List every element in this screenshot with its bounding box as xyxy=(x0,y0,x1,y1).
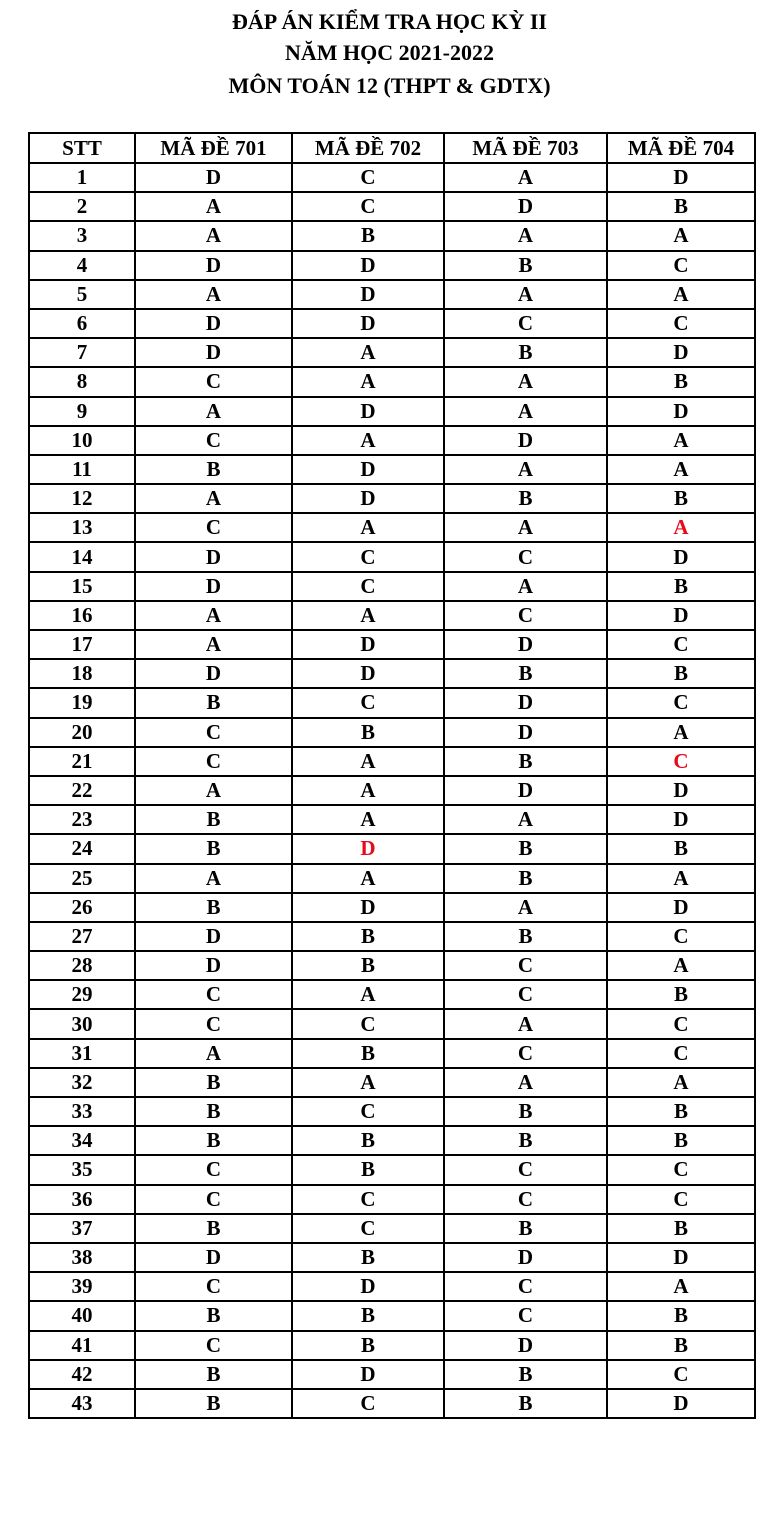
question-number: 12 xyxy=(29,484,135,513)
answer-703: B xyxy=(444,1126,607,1155)
answer-701: B xyxy=(135,1389,292,1418)
answer-702: D xyxy=(292,834,444,863)
answer-704: C xyxy=(607,1360,755,1389)
header-code-702: MÃ ĐỀ 702 xyxy=(292,133,444,163)
answer-703: B xyxy=(444,1097,607,1126)
answer-702: A xyxy=(292,338,444,367)
answer-701: D xyxy=(135,542,292,571)
question-number: 42 xyxy=(29,1360,135,1389)
answer-704: B xyxy=(607,192,755,221)
answer-703: A xyxy=(444,221,607,250)
table-row xyxy=(29,893,755,922)
answer-701: B xyxy=(135,1214,292,1243)
answer-703: C xyxy=(444,951,607,980)
answer-703: C xyxy=(444,1272,607,1301)
answer-703: C xyxy=(444,1039,607,1068)
question-number: 8 xyxy=(29,367,135,396)
answer-704: D xyxy=(607,893,755,922)
table-row xyxy=(29,718,755,747)
answer-702: A xyxy=(292,426,444,455)
table-row xyxy=(29,163,755,192)
answer-701: C xyxy=(135,747,292,776)
answer-702: D xyxy=(292,309,444,338)
question-number: 30 xyxy=(29,1009,135,1038)
table-row xyxy=(29,747,755,776)
question-number: 33 xyxy=(29,1097,135,1126)
answer-704: A xyxy=(607,280,755,309)
answer-703: A xyxy=(444,893,607,922)
answer-704: B xyxy=(607,1301,755,1330)
answer-703: A xyxy=(444,1009,607,1038)
answer-701: B xyxy=(135,1360,292,1389)
answer-703: A xyxy=(444,397,607,426)
answer-703: B xyxy=(444,1389,607,1418)
question-number: 36 xyxy=(29,1185,135,1214)
answer-704: A xyxy=(607,513,755,542)
answer-704: B xyxy=(607,980,755,1009)
answer-704: A xyxy=(607,1068,755,1097)
answer-702: C xyxy=(292,1389,444,1418)
answer-702: D xyxy=(292,630,444,659)
answer-703: C xyxy=(444,1185,607,1214)
answer-703: A xyxy=(444,572,607,601)
question-number: 43 xyxy=(29,1389,135,1418)
answer-703: B xyxy=(444,834,607,863)
answer-703: A xyxy=(444,513,607,542)
answer-702: C xyxy=(292,572,444,601)
answer-701: C xyxy=(135,980,292,1009)
question-number: 7 xyxy=(29,338,135,367)
question-number: 24 xyxy=(29,834,135,863)
answer-701: B xyxy=(135,1126,292,1155)
question-number: 13 xyxy=(29,513,135,542)
answer-702: C xyxy=(292,1214,444,1243)
answer-701: A xyxy=(135,280,292,309)
question-number: 38 xyxy=(29,1243,135,1272)
answer-701: A xyxy=(135,630,292,659)
answer-702: A xyxy=(292,1068,444,1097)
answer-703: A xyxy=(444,163,607,192)
table-row xyxy=(29,1360,755,1389)
question-number: 40 xyxy=(29,1301,135,1330)
answer-702: D xyxy=(292,397,444,426)
table-row xyxy=(29,601,755,630)
answer-701: A xyxy=(135,601,292,630)
table-row xyxy=(29,426,755,455)
answer-701: C xyxy=(135,1272,292,1301)
answer-703: A xyxy=(444,280,607,309)
answer-702: B xyxy=(292,951,444,980)
question-number: 2 xyxy=(29,192,135,221)
question-number: 41 xyxy=(29,1331,135,1360)
table-row xyxy=(29,1272,755,1301)
question-number: 1 xyxy=(29,163,135,192)
answer-704: C xyxy=(607,747,755,776)
table-row xyxy=(29,338,755,367)
answer-701: D xyxy=(135,951,292,980)
answer-703: B xyxy=(444,338,607,367)
answer-703: A xyxy=(444,805,607,834)
table-row xyxy=(29,834,755,863)
answer-703: B xyxy=(444,747,607,776)
answer-702: B xyxy=(292,1331,444,1360)
answer-701: B xyxy=(135,893,292,922)
table-row xyxy=(29,1155,755,1184)
answer-702: A xyxy=(292,776,444,805)
answer-704: B xyxy=(607,1126,755,1155)
answer-701: B xyxy=(135,688,292,717)
question-number: 18 xyxy=(29,659,135,688)
answer-702: B xyxy=(292,1155,444,1184)
answer-703: A xyxy=(444,455,607,484)
table-row xyxy=(29,280,755,309)
school-year: NĂM HỌC 2021-2022 xyxy=(285,40,494,65)
table-row xyxy=(29,922,755,951)
answer-701: C xyxy=(135,1009,292,1038)
answer-704: A xyxy=(607,221,755,250)
answer-701: C xyxy=(135,426,292,455)
answer-702: D xyxy=(292,659,444,688)
question-number: 5 xyxy=(29,280,135,309)
question-number: 35 xyxy=(29,1155,135,1184)
answer-703: C xyxy=(444,980,607,1009)
question-number: 29 xyxy=(29,980,135,1009)
header-code-701: MÃ ĐỀ 701 xyxy=(135,133,292,163)
answer-702: A xyxy=(292,805,444,834)
answer-704: B xyxy=(607,659,755,688)
question-number: 32 xyxy=(29,1068,135,1097)
question-number: 37 xyxy=(29,1214,135,1243)
answer-701: D xyxy=(135,163,292,192)
answer-703: B xyxy=(444,659,607,688)
table-row xyxy=(29,951,755,980)
answer-704: A xyxy=(607,455,755,484)
answer-704: A xyxy=(607,718,755,747)
answer-702: C xyxy=(292,1185,444,1214)
table-row xyxy=(29,1097,755,1126)
question-number: 25 xyxy=(29,864,135,893)
table-row xyxy=(29,1185,755,1214)
answer-701: D xyxy=(135,251,292,280)
question-number: 28 xyxy=(29,951,135,980)
answer-703: C xyxy=(444,1301,607,1330)
answer-704: A xyxy=(607,1272,755,1301)
question-number: 9 xyxy=(29,397,135,426)
answer-701: A xyxy=(135,397,292,426)
table-row xyxy=(29,367,755,396)
answer-702: B xyxy=(292,1301,444,1330)
table-row xyxy=(29,1331,755,1360)
answer-704: A xyxy=(607,951,755,980)
answer-704: B xyxy=(607,1214,755,1243)
answer-702: C xyxy=(292,1097,444,1126)
answer-702: B xyxy=(292,922,444,951)
question-number: 10 xyxy=(29,426,135,455)
answer-702: D xyxy=(292,455,444,484)
answer-702: A xyxy=(292,367,444,396)
answer-704: C xyxy=(607,251,755,280)
answer-704: A xyxy=(607,426,755,455)
answer-704: C xyxy=(607,1039,755,1068)
answer-703: A xyxy=(444,1068,607,1097)
question-number: 3 xyxy=(29,221,135,250)
table-row xyxy=(29,1243,755,1272)
answer-702: C xyxy=(292,1009,444,1038)
question-number: 16 xyxy=(29,601,135,630)
answer-704: C xyxy=(607,630,755,659)
table-row xyxy=(29,1389,755,1418)
answer-704: C xyxy=(607,309,755,338)
answer-704: C xyxy=(607,1009,755,1038)
answer-703: B xyxy=(444,1360,607,1389)
answer-702: A xyxy=(292,864,444,893)
answer-701: A xyxy=(135,484,292,513)
answer-702: A xyxy=(292,747,444,776)
table-row xyxy=(29,776,755,805)
answer-703: C xyxy=(444,601,607,630)
answer-701: D xyxy=(135,572,292,601)
answer-704: B xyxy=(607,1097,755,1126)
question-number: 26 xyxy=(29,893,135,922)
answer-key-table xyxy=(28,132,756,1419)
question-number: 20 xyxy=(29,718,135,747)
table-row xyxy=(29,572,755,601)
answer-704: D xyxy=(607,338,755,367)
answer-704: D xyxy=(607,163,755,192)
question-number: 27 xyxy=(29,922,135,951)
answer-703: C xyxy=(444,1155,607,1184)
table-row xyxy=(29,513,755,542)
subject-title: MÔN TOÁN 12 (THPT & GDTX) xyxy=(228,73,551,98)
answer-701: D xyxy=(135,309,292,338)
table-row xyxy=(29,251,755,280)
answer-701: C xyxy=(135,1155,292,1184)
table-row xyxy=(29,1301,755,1330)
question-number: 4 xyxy=(29,251,135,280)
answer-702: D xyxy=(292,251,444,280)
answer-702: A xyxy=(292,513,444,542)
table-row xyxy=(29,1126,755,1155)
question-number: 11 xyxy=(29,455,135,484)
answer-704: C xyxy=(607,922,755,951)
table-row xyxy=(29,484,755,513)
header-code-703: MÃ ĐỀ 703 xyxy=(444,133,607,163)
answer-704: D xyxy=(607,601,755,630)
answer-701: D xyxy=(135,922,292,951)
answer-701: C xyxy=(135,513,292,542)
answer-702: B xyxy=(292,1039,444,1068)
answer-704: B xyxy=(607,572,755,601)
question-number: 21 xyxy=(29,747,135,776)
answer-702: B xyxy=(292,1243,444,1272)
table-row xyxy=(29,542,755,571)
table-row xyxy=(29,221,755,250)
answer-703: D xyxy=(444,192,607,221)
answer-702: D xyxy=(292,484,444,513)
question-number: 17 xyxy=(29,630,135,659)
answer-702: C xyxy=(292,542,444,571)
answer-704: B xyxy=(607,834,755,863)
table-row xyxy=(29,309,755,338)
table-row xyxy=(29,397,755,426)
table-row xyxy=(29,630,755,659)
answer-702: C xyxy=(292,163,444,192)
table-row xyxy=(29,1009,755,1038)
document-title: ĐÁP ÁN KIỂM TRA HỌC KỲ II xyxy=(232,9,547,34)
header-stt: STT xyxy=(29,133,135,163)
answer-701: A xyxy=(135,221,292,250)
answer-704: C xyxy=(607,1155,755,1184)
question-number: 22 xyxy=(29,776,135,805)
answer-701: B xyxy=(135,1301,292,1330)
answer-704: B xyxy=(607,367,755,396)
answer-703: B xyxy=(444,1214,607,1243)
table-row xyxy=(29,1068,755,1097)
answer-701: C xyxy=(135,1185,292,1214)
table-row xyxy=(29,864,755,893)
answer-703: B xyxy=(444,251,607,280)
question-number: 31 xyxy=(29,1039,135,1068)
answer-701: C xyxy=(135,718,292,747)
answer-704: B xyxy=(607,1331,755,1360)
answer-701: B xyxy=(135,1097,292,1126)
answer-704: D xyxy=(607,1243,755,1272)
answer-703: B xyxy=(444,864,607,893)
answer-702: B xyxy=(292,1126,444,1155)
answer-702: A xyxy=(292,980,444,1009)
answer-704: D xyxy=(607,776,755,805)
table-row xyxy=(29,1214,755,1243)
answer-701: A xyxy=(135,1039,292,1068)
answer-703: B xyxy=(444,922,607,951)
answer-701: C xyxy=(135,367,292,396)
answer-703: C xyxy=(444,309,607,338)
question-number: 19 xyxy=(29,688,135,717)
question-number: 34 xyxy=(29,1126,135,1155)
answer-702: C xyxy=(292,688,444,717)
answer-703: D xyxy=(444,776,607,805)
question-number: 14 xyxy=(29,542,135,571)
answer-704: D xyxy=(607,542,755,571)
answer-704: D xyxy=(607,1389,755,1418)
answer-703: A xyxy=(444,367,607,396)
answer-701: D xyxy=(135,1243,292,1272)
table-row xyxy=(29,805,755,834)
answer-704: D xyxy=(607,805,755,834)
header-code-704: MÃ ĐỀ 704 xyxy=(607,133,755,163)
table-row xyxy=(29,455,755,484)
table-row xyxy=(29,1039,755,1068)
answer-701: C xyxy=(135,1331,292,1360)
answer-702: D xyxy=(292,1360,444,1389)
answer-702: D xyxy=(292,1272,444,1301)
answer-702: B xyxy=(292,221,444,250)
answer-703: D xyxy=(444,1331,607,1360)
answer-704: C xyxy=(607,688,755,717)
answer-703: C xyxy=(444,542,607,571)
question-number: 15 xyxy=(29,572,135,601)
answer-702: D xyxy=(292,280,444,309)
answer-701: B xyxy=(135,455,292,484)
answer-703: D xyxy=(444,718,607,747)
answer-703: B xyxy=(444,484,607,513)
answer-702: C xyxy=(292,192,444,221)
answer-701: A xyxy=(135,864,292,893)
answer-703: D xyxy=(444,426,607,455)
table-row xyxy=(29,659,755,688)
question-number: 6 xyxy=(29,309,135,338)
answer-704: C xyxy=(607,1185,755,1214)
answer-703: D xyxy=(444,688,607,717)
answer-702: D xyxy=(292,893,444,922)
answer-703: D xyxy=(444,1243,607,1272)
question-number: 23 xyxy=(29,805,135,834)
answer-704: A xyxy=(607,864,755,893)
table-row xyxy=(29,192,755,221)
answer-704: D xyxy=(607,397,755,426)
answer-701: A xyxy=(135,776,292,805)
question-number: 39 xyxy=(29,1272,135,1301)
answer-701: B xyxy=(135,805,292,834)
answer-702: B xyxy=(292,718,444,747)
answer-701: D xyxy=(135,659,292,688)
answer-701: B xyxy=(135,834,292,863)
table-row xyxy=(29,980,755,1009)
table-row xyxy=(29,688,755,717)
answer-701: D xyxy=(135,338,292,367)
answer-701: B xyxy=(135,1068,292,1097)
answer-703: D xyxy=(444,630,607,659)
table-header-row xyxy=(29,133,755,163)
answer-701: A xyxy=(135,192,292,221)
answer-704: B xyxy=(607,484,755,513)
answer-702: A xyxy=(292,601,444,630)
